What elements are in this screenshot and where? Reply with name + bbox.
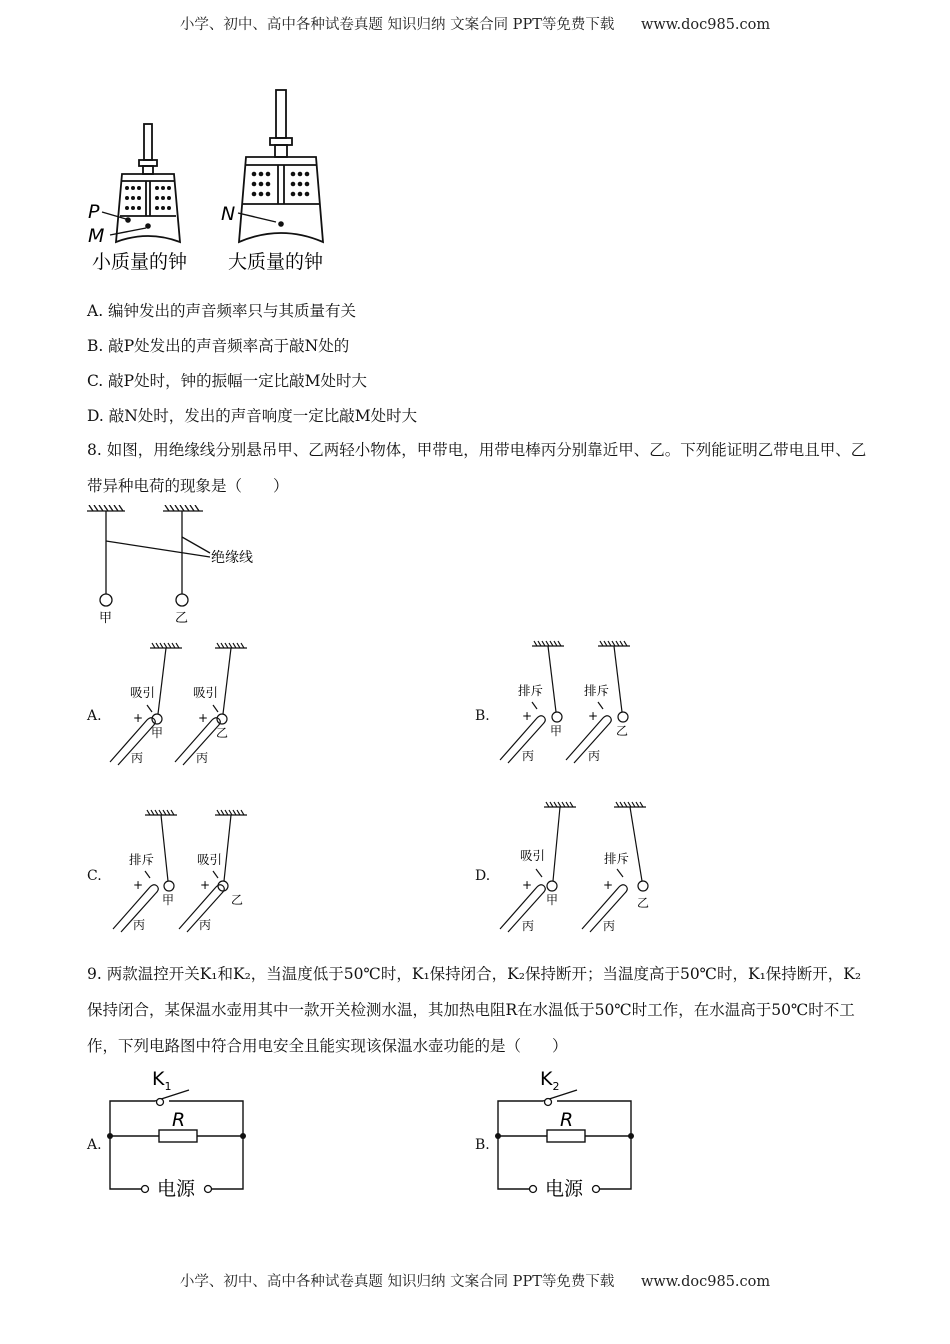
- resistor-label-a: R: [172, 1109, 186, 1131]
- opt-c-right-state: 吸引: [197, 852, 223, 867]
- obj-b-label: 乙: [175, 611, 189, 626]
- label-m: M: [88, 225, 105, 247]
- opt-d-right-state: 排斥: [604, 851, 630, 866]
- q8-main-figure: [85, 505, 285, 630]
- q9-option-b-letter: B.: [475, 1137, 490, 1153]
- switch-k1-label: $K_1$: [152, 1068, 172, 1093]
- large-bell-caption: 大质量的钟: [228, 251, 324, 273]
- opt-b-left-state: 排斥: [518, 683, 544, 698]
- q7-option-d: D. 敲N处时，发出的声音响度一定比敲M处时大: [87, 407, 418, 425]
- q8-stem: 8. 如图，用绝缘线分别悬吊甲、乙两轻小物体，甲带电，用带电棒丙分别靠近甲、乙。下列能证明乙带电且甲、乙带异种电荷的现象是（ ）: [87, 441, 867, 495]
- opt-b-rod-1: 丙: [522, 749, 535, 763]
- page-footer: [0, 1270, 950, 1291]
- obj-a-label: 甲: [99, 611, 113, 626]
- opt-b-obj-a: 甲: [550, 724, 563, 738]
- switch-k2-label: $K_2$: [540, 1068, 560, 1093]
- opt-a-plus-2: +: [198, 711, 209, 725]
- label-p: P: [88, 201, 100, 223]
- q9-option-a-letter: A.: [87, 1137, 102, 1153]
- q8-option-b-figure: [492, 638, 652, 768]
- opt-d-plus-1: +: [522, 878, 533, 892]
- opt-c-obj-b: 乙: [231, 893, 244, 907]
- opt-c-left-state: 排斥: [129, 852, 155, 867]
- opt-d-plus-2: +: [603, 878, 614, 892]
- header-tagline: 小学、初中、高中各种试卷真题 知识归纳 文案合同 PPT等免费下载: [179, 17, 615, 33]
- opt-a-right-state: 吸引: [193, 685, 219, 700]
- insulator-label: 绝缘线: [211, 550, 253, 566]
- bell-figure: [80, 82, 350, 277]
- opt-b-rod-2: 丙: [588, 749, 601, 763]
- source-label-a: 电源: [157, 1178, 196, 1198]
- opt-a-left-state: 吸引: [130, 685, 156, 700]
- opt-d-rod-2: 丙: [603, 919, 616, 933]
- opt-a-obj-b: 乙: [216, 726, 229, 740]
- opt-a-obj-a: 甲: [151, 726, 164, 740]
- opt-c-rod-1: 丙: [133, 918, 146, 932]
- opt-b-plus-1: +: [522, 709, 533, 723]
- q8-option-d-letter: D.: [475, 868, 491, 884]
- q7-option-b: B. 敲P处发出的声音频率高于敲N处的: [87, 337, 350, 355]
- opt-b-plus-2: +: [588, 709, 599, 723]
- label-n: N: [221, 203, 236, 225]
- q8-option-c-figure: [105, 807, 265, 937]
- small-bell-caption: 小质量的钟: [92, 251, 188, 273]
- opt-b-right-state: 排斥: [584, 683, 610, 698]
- footer-site: www.doc985.com: [640, 1274, 771, 1290]
- ceiling-hatch-1: [89, 505, 123, 511]
- opt-c-plus-1: +: [133, 878, 144, 892]
- q8-option-a-letter: A.: [87, 708, 102, 724]
- q9-circuit-b: [493, 1068, 643, 1198]
- opt-a-rod-1: 丙: [131, 751, 144, 765]
- header-site: www.doc985.com: [640, 17, 771, 33]
- source-label-b: 电源: [545, 1178, 584, 1198]
- opt-c-obj-a: 甲: [162, 893, 175, 907]
- q8-option-a-figure: [105, 640, 265, 770]
- opt-d-rod-1: 丙: [522, 919, 535, 933]
- q7-option-c: C. 敲P处时，钟的振幅一定比敲M处时大: [87, 372, 367, 390]
- opt-d-obj-b: 乙: [637, 896, 650, 910]
- opt-d-left-state: 吸引: [520, 848, 546, 863]
- opt-c-rod-2: 丙: [199, 918, 212, 932]
- opt-c-plus-2: +: [200, 878, 211, 892]
- ceiling-hatch-2: [165, 505, 199, 511]
- small-bell-dots: [125, 186, 171, 229]
- large-bell: [239, 90, 323, 242]
- page-header: [0, 13, 950, 34]
- q8-option-d-figure: [492, 797, 662, 937]
- resistor-label-b: R: [560, 1109, 574, 1131]
- opt-d-obj-a: 甲: [546, 893, 559, 907]
- footer-tagline: 小学、初中、高中各种试卷真题 知识归纳 文案合同 PPT等免费下载: [179, 1274, 615, 1290]
- q9-stem: 9. 两款温控开关K₁和K₂，当温度低于50℃时，K₁保持闭合，K₂保持断开；当温度高于50℃时，K₁保持断开，K₂保持闭合，某保温水壶用其中一款开关检测水温，其加热电阻R在水温低于50℃时工作，在水温高于50℃时不工作，下列电路图中符合用电安全且能实现该保温水壶功能的是（ ）: [87, 965, 862, 1055]
- q7-option-a: A. 编钟发出的声音频率只与其质量有关: [87, 302, 357, 320]
- opt-a-rod-2: 丙: [196, 751, 209, 765]
- opt-b-obj-b: 乙: [616, 724, 629, 738]
- q8-option-b-letter: B.: [475, 708, 490, 724]
- opt-a-plus-1: +: [133, 711, 144, 725]
- q9-circuit-a: [105, 1068, 255, 1198]
- q8-option-c-letter: C.: [87, 868, 102, 884]
